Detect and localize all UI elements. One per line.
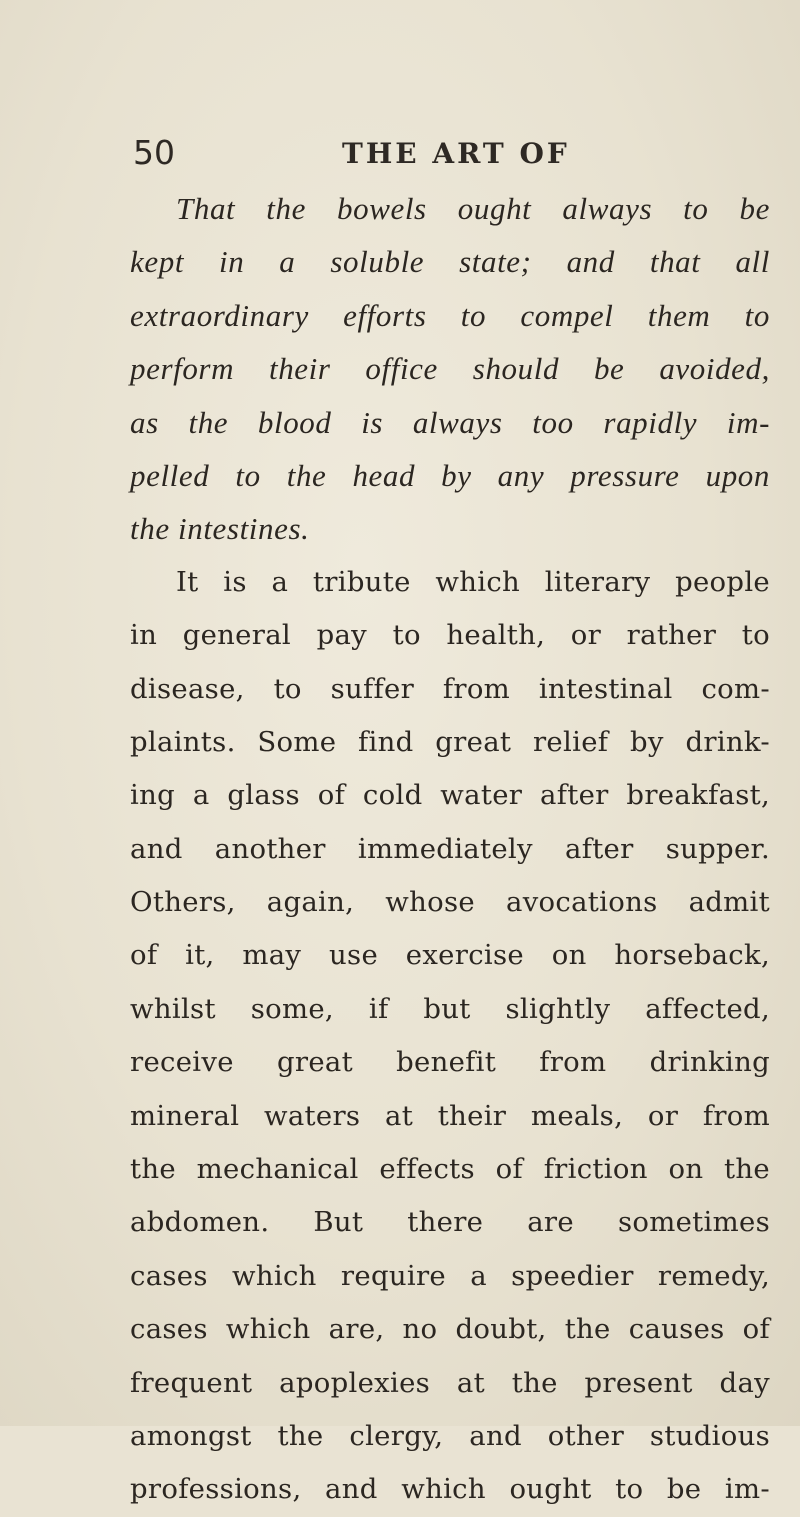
text-line: pelled to the head by any pressure upon bbox=[130, 457, 770, 493]
text-line: receive great benefit from drinking bbox=[130, 1046, 770, 1079]
text-line: and another immediately after supper. bbox=[130, 832, 770, 865]
text-line: kept in a soluble state; and that all bbox=[130, 244, 770, 280]
text-line: the intestines. bbox=[130, 511, 310, 547]
text-line: mineral waters at their meals, or from bbox=[130, 1099, 770, 1132]
text-line: in general pay to health, or rather to bbox=[130, 619, 770, 652]
text-line: cases which are, no doubt, the causes of bbox=[130, 1313, 770, 1346]
running-head: THE ART OF bbox=[342, 137, 570, 170]
text-line: the mechanical effects of friction on the bbox=[130, 1153, 770, 1186]
text-line: It is a tribute which literary people bbox=[176, 565, 770, 598]
text-line: That the bowels ought always to be bbox=[176, 191, 770, 226]
text-line: disease, to suffer from intestinal com- bbox=[130, 672, 770, 705]
text-line: as the blood is always too rapidly im- bbox=[130, 404, 770, 440]
text-line: amongst the clergy, and other studious bbox=[130, 1419, 770, 1452]
text-line: of it, may use exercise on horseback, bbox=[130, 939, 770, 972]
text-line: abdomen. But there are sometimes bbox=[130, 1206, 770, 1239]
text-line: extraordinary efforts to compel them to bbox=[130, 297, 770, 333]
text-line: cases which require a speedier remedy, bbox=[130, 1259, 770, 1292]
text-line: Others, again, whose avocations admit bbox=[130, 886, 770, 919]
body-text bbox=[130, 182, 770, 1517]
text-line: perform their office should be avoided, bbox=[130, 351, 770, 387]
page-number: 50 bbox=[133, 133, 175, 172]
text-line: frequent apoplexies at the present day bbox=[130, 1366, 770, 1399]
text-line: ing a glass of cold water after breakfast, bbox=[130, 779, 770, 812]
text-line: professions, and which ought to be im- bbox=[130, 1473, 770, 1506]
text-line: plaints. Some find great relief by drink- bbox=[130, 725, 770, 758]
text-line: whilst some, if but slightly affected, bbox=[130, 992, 770, 1025]
page-header bbox=[0, 133, 800, 173]
